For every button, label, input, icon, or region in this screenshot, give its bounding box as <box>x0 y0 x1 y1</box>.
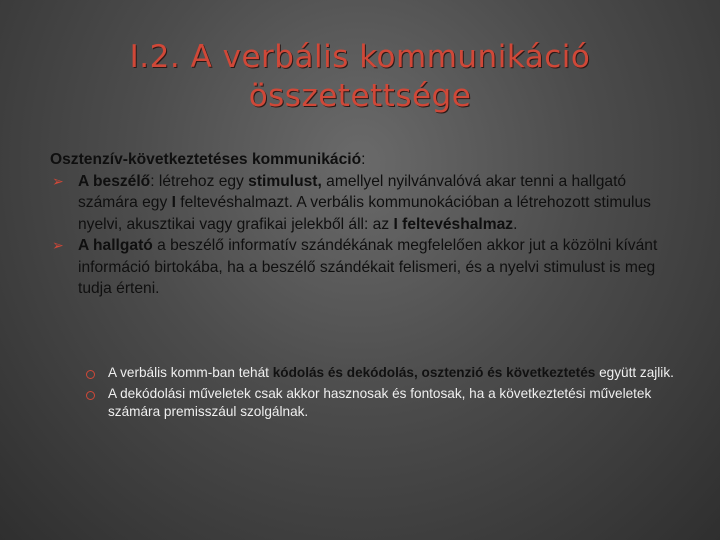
sub-item-coding <box>86 364 686 383</box>
slide-title-line-2: összetettsége <box>248 78 472 114</box>
bullet-listener-text: a beszélő informatív szándékának megfelelően akkor jut a közölni kívánt információ birtokába, ha a beszélő szándékait felismeri, és a nyelvi stimulust is meg tudja érteni. <box>78 237 658 297</box>
bullet-speaker-term: A beszélő <box>78 172 151 190</box>
main-content <box>50 149 690 300</box>
bullet-listener-term: A hallgató <box>78 237 153 254</box>
arrow-icon: ➢ <box>52 172 64 189</box>
sub-bullets <box>86 364 686 422</box>
slide-title-line-1: I.2. A verbális kommunikáció <box>129 39 591 75</box>
bullet-speaker-text-2: amellyel nyilvánvalóvá akar tenni a hallgató számára egy <box>78 172 627 211</box>
bullet-speaker <box>50 171 690 236</box>
intro-colon: : <box>361 151 366 168</box>
bullet-speaker-text-3: feltevéshalmazt. A verbális kommunokációban a létrehozott stimulus nyelvi, akusztikai vagy grafikai jelekből áll: az <box>78 194 651 233</box>
slide-title <box>60 38 660 116</box>
sub-item-decoding-text: A dekódolási műveletek csak akkor hasznosak és fontosak, ha a következtetési műveletek számára premisszául szolgálnak. <box>108 385 652 419</box>
sub-item-decoding <box>86 385 686 422</box>
bullet-speaker-stimulus: stimulust, <box>248 172 322 190</box>
intro-heading: Osztenzív-következtetéses kommunikáció <box>50 151 362 168</box>
arrow-icon: ➢ <box>52 237 64 253</box>
sub-item-coding-text-1: A verbális komm-ban tehát <box>108 365 273 380</box>
bullet-speaker-i: I <box>171 194 176 211</box>
sub-item-coding-bold: kódolás és dekódolás, osztenzió és következtetés <box>272 365 596 380</box>
bullet-speaker-text-4: . <box>513 215 518 233</box>
sub-item-coding-text-2: együtt zajlik. <box>595 365 674 380</box>
intro-line <box>50 149 690 171</box>
bullet-speaker-set: I feltevéshalmaz <box>393 215 514 233</box>
circle-icon <box>86 391 95 400</box>
bullet-speaker-text-1: : létrehoz egy <box>150 172 249 190</box>
circle-icon <box>86 370 95 379</box>
bullet-listener <box>50 235 690 300</box>
